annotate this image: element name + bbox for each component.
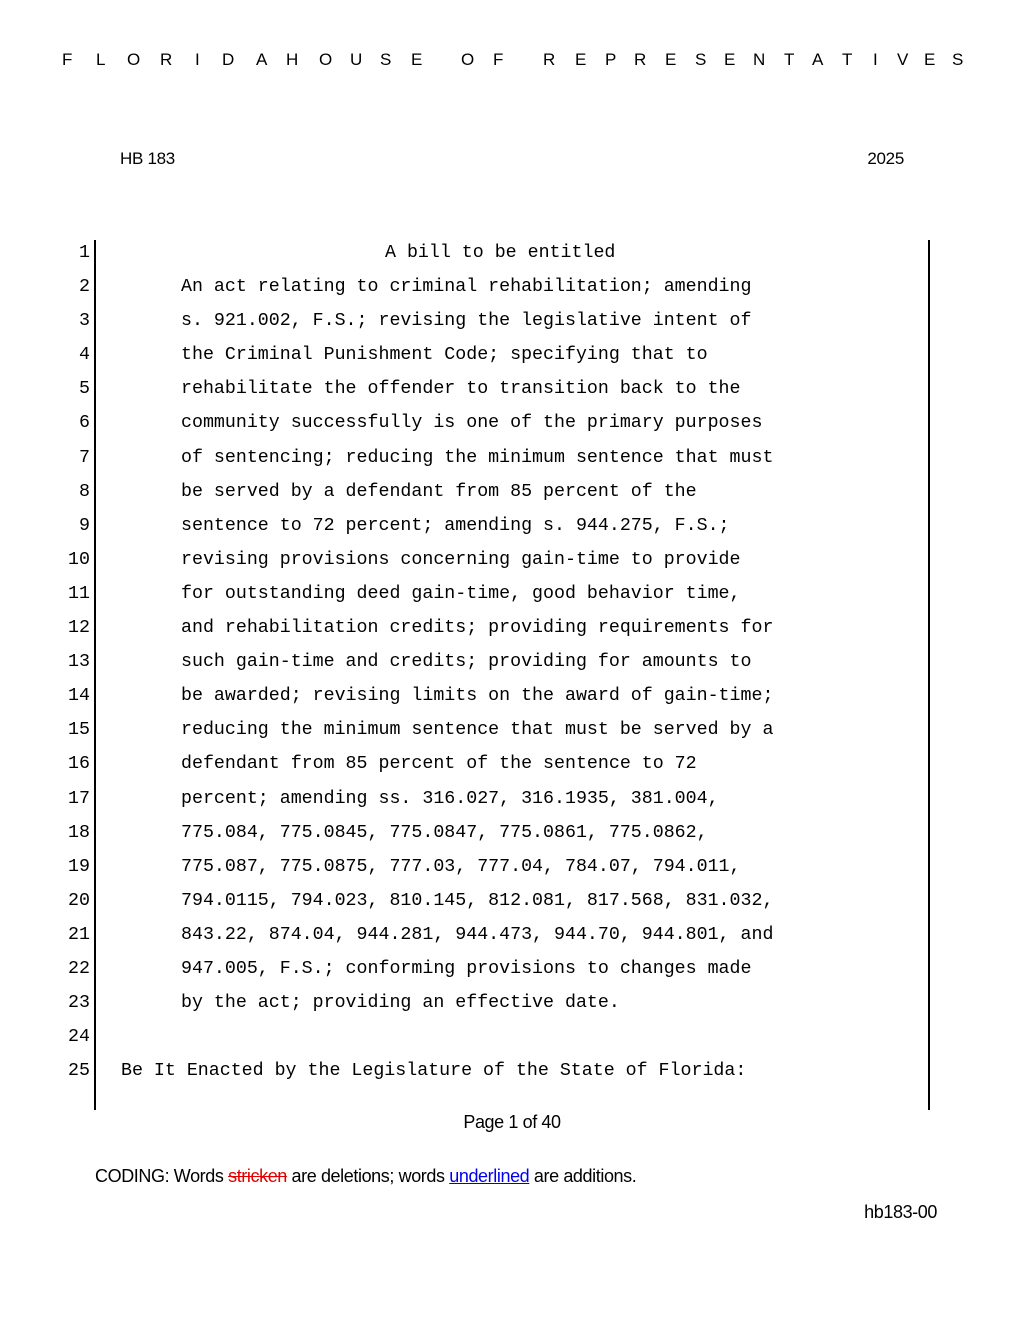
banner-letter: I [195, 50, 200, 69]
bill-line [0, 884, 1024, 918]
banner-letter: F [62, 50, 73, 69]
line-number: 13 [68, 652, 90, 673]
banner-letter: S [380, 50, 392, 69]
coding-legend [95, 1166, 636, 1187]
line-text: 794.0115, 794.023, 810.145, 812.081, 817.568, 831.032, [181, 890, 774, 911]
banner-letter: E [411, 50, 423, 69]
chamber-banner [0, 50, 1024, 74]
banner-letter: O [319, 50, 333, 69]
bill-line [0, 782, 1024, 816]
line-text: 947.005, F.S.; conforming provisions to changes made [181, 958, 752, 979]
banner-letter: T [842, 50, 853, 69]
line-number: 10 [68, 549, 90, 570]
line-text: for outstanding deed gain-time, good behavior time, [181, 583, 741, 604]
banner-letter: A [256, 50, 268, 69]
line-text: A bill to be entitled [385, 243, 616, 263]
banner-letter: S [695, 50, 707, 69]
line-number: 8 [79, 481, 90, 502]
banner-letter: H [286, 50, 299, 69]
line-number: 15 [68, 720, 90, 741]
line-number: 9 [79, 515, 90, 536]
banner-letter: R [634, 50, 647, 69]
banner-letter: R [160, 50, 173, 69]
line-number: 1 [79, 243, 90, 263]
line-number: 24 [68, 1027, 90, 1048]
line-number: 16 [68, 754, 90, 775]
banner-letter: A [812, 50, 824, 69]
banner-letter: E [575, 50, 587, 69]
banner-letter: T [784, 50, 795, 69]
coding-prefix: CODING: Words [95, 1166, 229, 1186]
line-text: of sentencing; reducing the minimum sentence that must [181, 447, 774, 468]
coding-suffix: are additions. [529, 1166, 637, 1186]
line-number: 11 [68, 583, 90, 604]
line-number: 5 [79, 379, 90, 400]
line-number: 17 [68, 788, 90, 809]
line-text: percent; amending ss. 316.027, 316.1935, 381.004, [181, 788, 719, 809]
banner-letter: O [461, 50, 475, 69]
line-text: 775.084, 775.0845, 775.0847, 775.0861, 775.0862, [181, 822, 708, 843]
line-text: be served by a defendant from 85 percent of the [181, 481, 697, 502]
coding-middle: are deletions; words [286, 1166, 450, 1186]
bill-line [0, 270, 1024, 304]
bill-line [0, 713, 1024, 747]
line-text: An act relating to criminal rehabilitation; amending [181, 277, 752, 298]
line-text: be awarded; revising limits on the award of gain-time; [181, 686, 774, 707]
line-number: 21 [68, 924, 90, 945]
bill-line [0, 850, 1024, 884]
bill-line [0, 611, 1024, 645]
banner-letter: S [952, 50, 964, 69]
bill-line [0, 338, 1024, 372]
banner-letter: E [724, 50, 736, 69]
line-text: rehabilitate the offender to transition back to the [181, 379, 741, 400]
banner-letter: E [665, 50, 677, 69]
line-number: 19 [68, 856, 90, 877]
line-number: 22 [68, 958, 90, 979]
line-number: 12 [68, 618, 90, 639]
bill-line [0, 1054, 1024, 1088]
line-text: revising provisions concerning gain-time to provide [181, 549, 741, 570]
banner-letter: V [897, 50, 909, 69]
line-number: 4 [79, 345, 90, 366]
line-number: 6 [79, 413, 90, 434]
line-text: 843.22, 874.04, 944.281, 944.473, 944.70, 944.801, and [181, 924, 774, 945]
bill-line [0, 986, 1024, 1020]
line-number: 2 [79, 277, 90, 298]
bill-line [0, 747, 1024, 781]
bill-line [0, 304, 1024, 338]
line-text: defendant from 85 percent of the sentence to 72 [181, 754, 697, 775]
bill-line [0, 441, 1024, 475]
page-number: Page 1 of 40 [463, 1112, 561, 1132]
session-year: 2025 [867, 149, 904, 168]
line-number: 25 [68, 1061, 90, 1082]
bill-line [0, 372, 1024, 406]
line-text: community successfully is one of the primary purposes [181, 413, 763, 434]
line-text: s. 921.002, F.S.; revising the legislative intent of [181, 311, 752, 332]
bill-line [0, 236, 1024, 270]
banner-letter: I [873, 50, 878, 69]
line-text: reducing the minimum sentence that must be served by a [181, 720, 774, 741]
banner-letter: E [924, 50, 936, 69]
line-number: 18 [68, 822, 90, 843]
line-text: 775.087, 775.0875, 777.03, 777.04, 784.07, 794.011, [181, 856, 741, 877]
banner-letter: D [222, 50, 235, 69]
banner-letter: P [605, 50, 617, 69]
line-text: such gain-time and credits; providing for amounts to [181, 652, 752, 673]
bill-line [0, 509, 1024, 543]
bill-line [0, 816, 1024, 850]
line-text: and rehabilitation credits; providing requirements for [181, 618, 774, 639]
bill-line [0, 475, 1024, 509]
line-number: 20 [68, 890, 90, 911]
bill-number: HB 183 [120, 149, 175, 168]
bill-line [0, 918, 1024, 952]
banner-letter: U [350, 50, 363, 69]
bill-line [0, 645, 1024, 679]
document-id: hb183-00 [864, 1202, 937, 1222]
banner-letter: N [753, 50, 766, 69]
line-number: 7 [79, 447, 90, 468]
line-number: 23 [68, 993, 90, 1014]
bill-line [0, 577, 1024, 611]
line-text: sentence to 72 percent; amending s. 944.275, F.S.; [181, 515, 730, 536]
bill-line [0, 952, 1024, 986]
underlined-sample: underlined [449, 1166, 530, 1186]
line-text: Be It Enacted by the Legislature of the State of Florida: [121, 1061, 747, 1082]
bill-line [0, 1020, 1024, 1054]
line-text: the Criminal Punishment Code; specifying that to [181, 345, 708, 366]
line-number: 14 [68, 686, 90, 707]
banner-letter: F [493, 50, 504, 69]
bill-text [0, 236, 1024, 1088]
bill-line [0, 679, 1024, 713]
banner-letter: R [543, 50, 556, 69]
banner-letter: L [96, 50, 106, 69]
banner-letter: O [127, 50, 141, 69]
line-number: 3 [79, 311, 90, 332]
bill-line [0, 543, 1024, 577]
line-text: by the act; providing an effective date. [181, 993, 620, 1014]
stricken-sample: stricken [228, 1166, 287, 1186]
bill-line [0, 406, 1024, 440]
